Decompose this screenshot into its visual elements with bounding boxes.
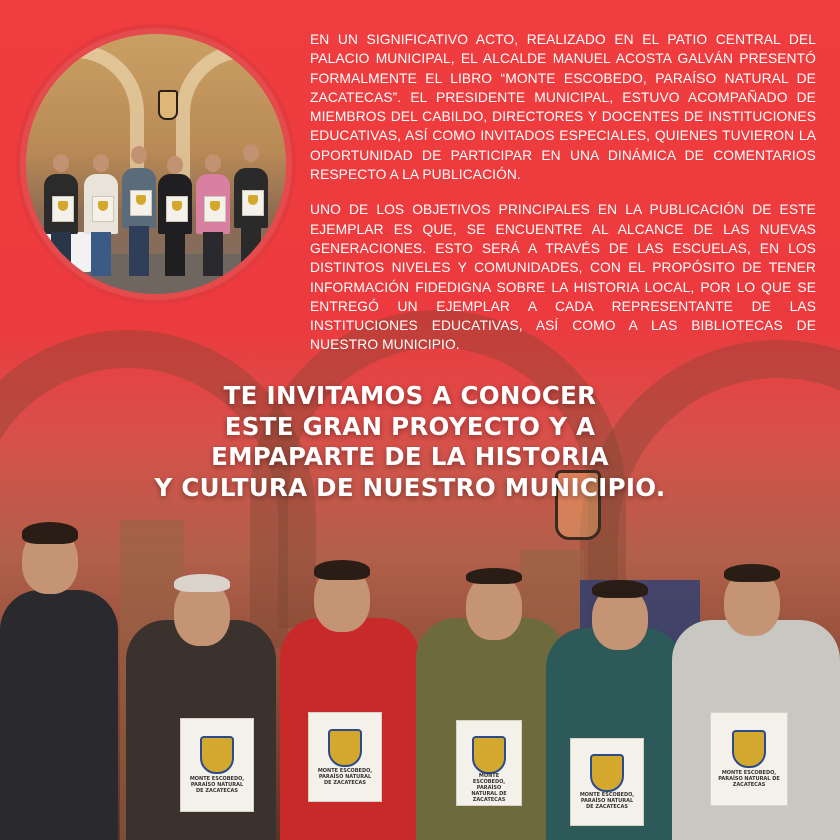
book-title: MONTE ESCOBEDO, PARAÍSO NATURAL DE ZACATECAS (317, 767, 373, 786)
invitation-headline (100, 381, 720, 503)
book-cover (92, 196, 114, 222)
person-hair (466, 568, 522, 584)
lantern-icon (158, 90, 178, 120)
person-head (243, 144, 259, 162)
person (0, 520, 120, 840)
person-legs (129, 226, 149, 276)
group-photo-people (0, 520, 840, 840)
person-hair (174, 574, 230, 592)
person-head (131, 146, 147, 164)
book-cover (204, 196, 226, 222)
book-cover (130, 190, 152, 216)
headline-line-1: TE INVITAMOS A CONOCER (223, 381, 597, 410)
headline-line-4: Y CULTURA DE NUESTRO MUNICIPIO. (154, 472, 666, 502)
crest-icon (590, 754, 624, 792)
person-legs (91, 232, 111, 276)
person (196, 146, 230, 276)
book-title: MONTE ESCOBEDO, PARAÍSO NATURAL DE ZACATECAS (471, 773, 507, 804)
person-hair (724, 564, 780, 582)
person-head (53, 154, 69, 172)
person (122, 140, 156, 276)
person (546, 564, 686, 840)
person (118, 550, 278, 840)
book-cover (180, 718, 254, 812)
crest-icon (472, 736, 506, 774)
book-cover (710, 712, 788, 806)
book-cover (52, 196, 74, 222)
person (84, 146, 118, 276)
person (234, 140, 268, 276)
book-cover (242, 190, 264, 216)
article-paragraph-2: UNO DE LOS OBJETIVOS PRINCIPALES EN LA PUBLICACIÓN DE ESTE EJEMPLAR ES QUE, SE ENCUENTRE AL ALCANCE DE LAS NUEVAS GENERACIONES. ESTO SERÁ A TRAVÉS DE LAS ESCUELAS, EN LOS DISTINTOS NIVELES Y COMUNIDADES, CON EL PROPÓSITO DE TENER INFORMACIÓN FIDEDIGNA SOBRE LA HISTORIA LOCAL, POR LO QUE SE ENTREGÓ UN EJEMPLAR A CADA REPRESENTANTE DE LAS INSTITUCIONES EDUCATIVAS, ASÍ COMO A LAS BIBLIOTECAS DE NUESTRO MUNICIPIO. (310, 202, 816, 353)
person (158, 146, 192, 276)
person-body (0, 590, 118, 840)
arch (176, 44, 286, 188)
person (416, 544, 566, 840)
person-head (205, 154, 221, 172)
event-photo (26, 34, 286, 294)
person-head (93, 154, 109, 172)
article-text (310, 30, 816, 371)
book-title: MONTE ESCOBEDO, PARAÍSO NATURAL DE ZACATECAS (718, 770, 780, 789)
person-hair (22, 522, 78, 544)
crest-icon (328, 729, 362, 767)
person (672, 544, 840, 840)
book-cover (308, 712, 382, 802)
person-legs (51, 232, 71, 276)
headline-line-3: EMPAPARTE DE LA HISTORIA (211, 442, 609, 471)
crest-icon (200, 736, 234, 774)
person-legs (165, 232, 185, 276)
person (44, 146, 78, 276)
headline-line-2: ESTE GRAN PROYECTO Y A (224, 411, 596, 441)
book-cover (570, 738, 644, 826)
person-legs (241, 226, 261, 276)
person-hair (314, 560, 370, 580)
book-cover (456, 720, 522, 806)
person-legs (203, 232, 223, 276)
article-paragraph-1: EN UN SIGNIFICATIVO ACTO, REALIZADO EN EL PATIO CENTRAL DEL PALACIO MUNICIPAL, EL ALCALDE MANUEL ACOSTA GALVÁN PRESENTÓ FORMALMENTE EL LIBRO “MONTE ESCOBEDO, PARAÍSO NATURAL DE ZACATECAS”. EL PRESIDENTE MUNICIPAL, ESTUVO ACOMPAÑADO DE MIEMBROS DEL CABILDO, DIRECTORES Y DOCENTES DE INSTITUCIONES EDUCATIVAS, ASÍ COMO INVITADOS ESPECIALES, QUIENES TUVIERON LA OPORTUNIDAD DE PARTICIPAR EN UNA DINÁMICA DE COMENTARIOS RESPECTO A LA PUBLICACIÓN. (310, 32, 816, 183)
book-title: MONTE ESCOBEDO, PARAÍSO NATURAL DE ZACATECAS (189, 776, 245, 795)
book-title: MONTE ESCOBEDO, PARAÍSO NATURAL DE ZACATECAS (579, 792, 635, 811)
book-cover (166, 196, 188, 222)
person (270, 540, 420, 840)
person-hair (592, 580, 648, 598)
event-photo-circle (20, 28, 292, 300)
person-head (167, 156, 183, 174)
crest-icon (732, 730, 766, 768)
